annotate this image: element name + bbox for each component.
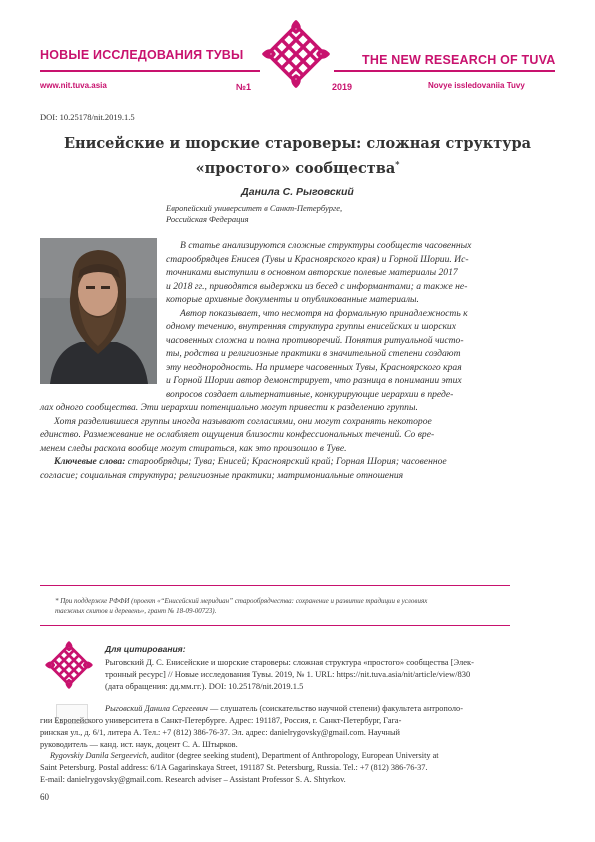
- author-info-ru-name: Рыговский Данила Сергеевич: [105, 704, 208, 713]
- journal-url: www.nit.tuva.asia: [40, 81, 107, 90]
- header-rule-left: [40, 70, 260, 72]
- author-info-en-2: Saint Petersburg. Postal address: 6/1A Gagarinskaya Street, 191187 St. Petersburg, Russia. Tel.: +7 (812) 386-76-37.: [40, 763, 428, 773]
- affiliation: [166, 203, 342, 225]
- abstract-line: Автор показывает, что несмотря на формальную принадлежность к: [180, 307, 468, 319]
- author-info-ru-3: ринская ул., д. 6/1, литера А. Тел.: +7 (812) 386-76-37. Эл. адрес: danielrygovsky@gmail.com. Научный: [40, 727, 400, 737]
- header-rule-right: [334, 70, 555, 72]
- endless-knot-icon: [260, 18, 332, 90]
- affiliation-line-1: Европейский университет в Санкт-Петербурге,: [166, 203, 343, 213]
- citation-line-3: (дата обращения: дд.мм.гг.). DOI: 10.25178/nit.2019.1.5: [105, 681, 304, 691]
- abstract-line: Хотя разделившиеся группы иногда называют согласиями, они могут сохранять некоторое: [54, 415, 432, 427]
- journal-translit: Novye issledovaniia Tuvy: [428, 81, 525, 90]
- author-info-en-1: Rygovskiy Danila Sergeevich, auditor (degree seeking student), Department of Anthropology, European University at: [50, 751, 439, 761]
- abstract-line: менем следы раскола вообще могут стираться, как это произошло в Туве.: [40, 442, 347, 454]
- abstract-line: эту неоднородность. На примере часовенных Тувы, Красноярского края: [166, 361, 462, 373]
- author-info-en-name: Rygovskiy Danila Sergeevich: [50, 751, 147, 761]
- article-title: [40, 134, 555, 179]
- author-info-ru-1: Рыговский Данила Сергеевич — слушатель (соискательство научной степени) факультета антрополо-: [105, 704, 463, 713]
- footnote-rule: [40, 585, 510, 586]
- abstract-line: и 2018 гг., приводятся выдержки из бесед с информантами; а также не-: [166, 280, 468, 292]
- author-info-ru-4: руководитель — канд. ист. наук, доцент С. А. Штырков.: [40, 739, 238, 749]
- issue-year: 2019: [332, 82, 353, 92]
- keywords-label: Ключевые слова:: [54, 456, 126, 467]
- citation-line-1: Рыговский Д. С. Енисейские и шорские староверы: сложная структура «простого» сообщества [Элек-: [105, 657, 475, 667]
- doi: DOI: 10.25178/nit.2019.1.5: [40, 112, 135, 122]
- endless-knot-icon: [44, 640, 94, 690]
- title-footnote-mark: *: [395, 159, 400, 169]
- keywords: [40, 455, 556, 469]
- title-line-1: Енисейские и шорские староверы: сложная структура: [63, 135, 532, 152]
- abstract-line: которые архивные документы и опубликованные материалы.: [166, 294, 419, 305]
- abstract-line: ты, родства и религиозные практики в значительной степени создают: [166, 348, 461, 359]
- citation-line-2: тронный ресурс] // Новые исследования Тувы. 2019, № 1. URL: https://nit.tuva.asia/nit/article/view/830: [105, 669, 471, 679]
- footnote-line-1: * При поддержке РФФИ (проект «“Енисейский меридиан” старообрядчества: сохранение и развитие традиции в условиях: [55, 597, 428, 605]
- abstract-line: точниками выступили в основном авторские полевые материалы 2017: [166, 267, 458, 278]
- abstract-line: старообрядцев Енисея (Тувы и Красноярского края) и Горной Шории. Ис-: [166, 253, 469, 265]
- footnote-line-2: таежных скитов и деревень», грант № 18-09-00723).: [55, 607, 217, 615]
- author-info-ru-2: гии Европейского университета в Санкт-Петербурге. Адрес: 191187, Россия, г. Санкт-Петербург, Гага-: [40, 716, 402, 725]
- footnote-rule-bottom: [40, 625, 510, 626]
- author-info-en-3: E-mail: danielrygovsky@gmail.com. Research adviser – Assistant Professor S. A. Shtyrkov.: [40, 774, 346, 784]
- footnote: [55, 596, 525, 616]
- issue-number: №1: [236, 82, 252, 92]
- page-number: 60: [40, 792, 49, 802]
- author-portrait: [40, 238, 157, 384]
- abstract-line: вопросов создает альтернативные, конкурирующие иерархии в преде-: [166, 388, 454, 400]
- abstract-line: одному течению, внутренняя структура группы енисейских и шорских: [166, 321, 456, 332]
- citation-body: [105, 656, 555, 692]
- author-info: [105, 703, 557, 715]
- title-line-2: «простого» сообщества*: [195, 159, 400, 177]
- author-name: Данила С. Рыговский: [241, 186, 354, 198]
- abstract-line: В статье анализируются сложные структуры сообществ часовенных: [180, 240, 472, 251]
- abstract-line: лах одного сообщества. Эти иерархии потенциально могут привести к разделению группы.: [40, 402, 418, 413]
- journal-title-ru: НОВЫЕ ИССЛЕДОВАНИЯ ТУВЫ: [40, 48, 244, 62]
- journal-title-en: THE NEW RESEARCH OF TUVA: [362, 53, 556, 67]
- keywords-text: старообрядцы; Тува; Енисей; Красноярский край; Горная Шория; часовенное: [125, 456, 447, 467]
- keywords-text-cont: согласие; социальная структура; религиозные практики; матримониальные отношения: [40, 469, 404, 481]
- abstract-full: [40, 401, 556, 482]
- abstract-wrapped: [166, 239, 556, 401]
- abstract-line: часовенных сложна и полна противоречий. Понятия ритуальной чисто-: [166, 334, 464, 346]
- abstract-line: единство. Размежевание не ослабляет ощущения близости конфессиональных течений. Со вре-: [40, 429, 435, 440]
- abstract-line: и Горной Шории автор демонстрирует, что разница в понимании этих: [166, 375, 462, 386]
- author-info-cont: [40, 715, 557, 786]
- citation-heading: Для цитирования:: [105, 644, 186, 654]
- affiliation-line-2: Российская Федерация: [166, 214, 249, 224]
